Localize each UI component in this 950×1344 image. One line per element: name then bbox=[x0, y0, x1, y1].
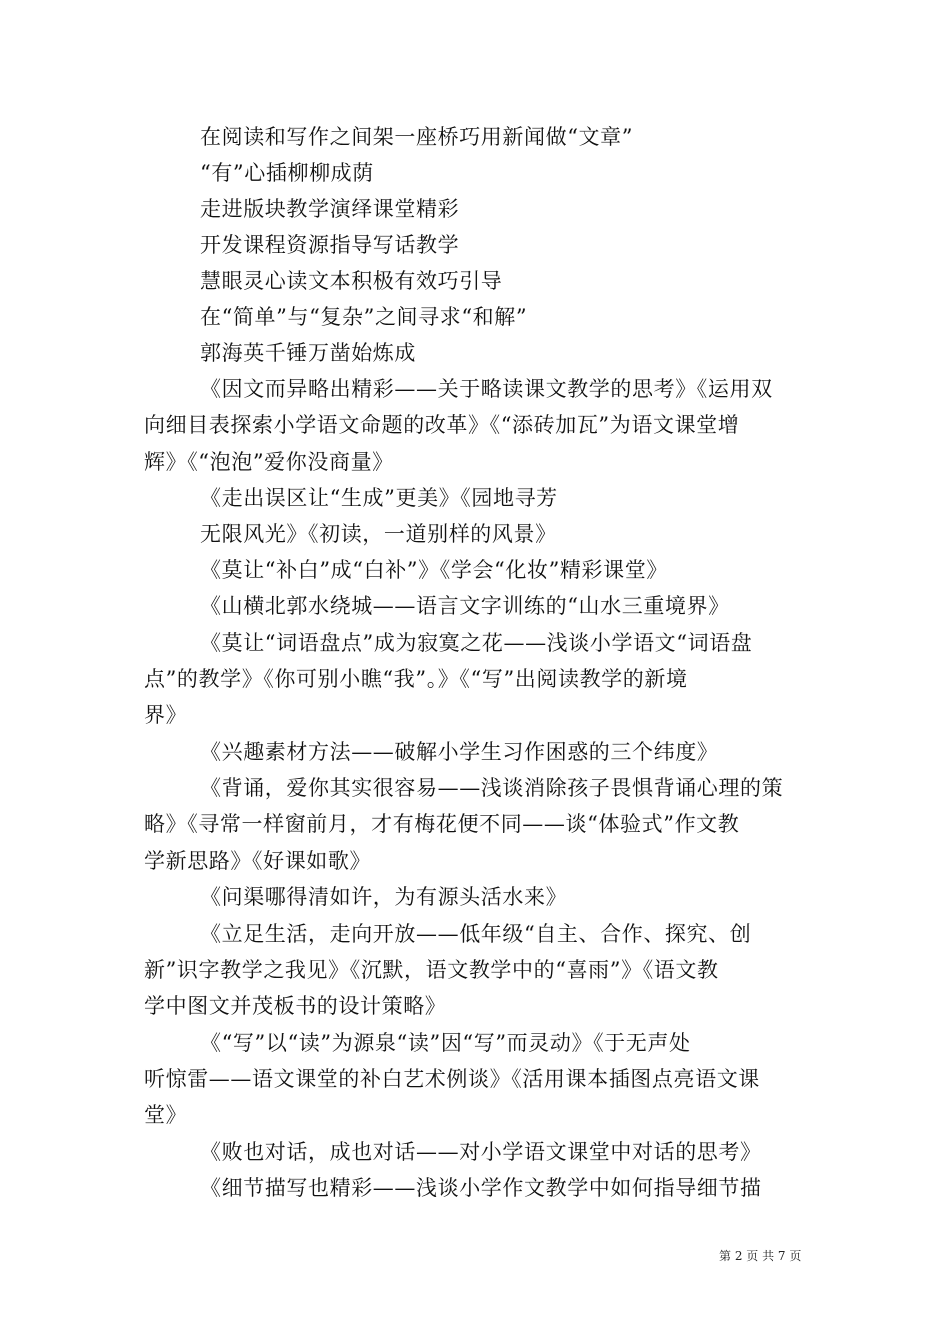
text-line: 《立足生活，走向开放——低年级“自主、合作、探究、创 bbox=[200, 922, 752, 946]
text-line: 《莫让“词语盘点”成为寂寞之花——浅谈小学语文“词语盘 bbox=[200, 631, 753, 655]
text-line: 学新思路》《好课如歌》 bbox=[144, 849, 372, 873]
text-line: 无限风光》《初读，一道别样的风景》 bbox=[200, 522, 557, 546]
text-line: 在阅读和写作之间架一座桥巧用新闻做“文章” bbox=[200, 125, 634, 149]
text-line: 开发课程资源指导写话教学 bbox=[200, 233, 460, 257]
text-line: 堂》 bbox=[144, 1103, 188, 1127]
text-line: 界》 bbox=[144, 703, 188, 727]
text-line: 《背诵，爱你其实很容易——浅谈消除孩子畏惧背诵心理的策 bbox=[200, 776, 784, 800]
text-line: 《走出误区让“生成”更美》《园地寻芳 bbox=[200, 486, 558, 510]
text-line: 听惊雷——语文课堂的补白艺术例谈》《活用课本插图点亮语文课 bbox=[144, 1067, 760, 1091]
text-line: 《兴趣素材方法——破解小学生习作困惑的三个纬度》 bbox=[200, 740, 719, 764]
text-line: 《细节描写也精彩——浅谈小学作文教学中如何指导细节描 bbox=[200, 1176, 762, 1200]
text-line: 《败也对话，成也对话——对小学语文课堂中对话的思考》 bbox=[200, 1140, 762, 1164]
text-line: 慧眼灵心读文本积极有效巧引导 bbox=[200, 269, 503, 293]
text-line: 点”的教学》《你可别小瞧“我”。》《“写”出阅读教学的新境 bbox=[144, 667, 688, 691]
text-line: 学中图文并茂板书的设计策略》 bbox=[144, 994, 447, 1018]
text-line: 《莫让“补白”成“白补”》《学会“化妆”精彩课堂》 bbox=[200, 558, 668, 582]
text-line: 《“写”以“读”为源泉“读”因“写”而灵动》《于无声处 bbox=[200, 1031, 691, 1055]
text-line: 《问渠哪得清如许，为有源头活水来》 bbox=[200, 885, 568, 909]
text-line: 郭海英千锤万凿始炼成 bbox=[200, 341, 416, 365]
text-line: 走进版块教学演绎课堂精彩 bbox=[200, 197, 460, 221]
text-line: 新”识字教学之我见》《沉默，语文教学中的“喜雨”》《语文教 bbox=[144, 958, 719, 982]
text-line: 向细目表探索小学语文命题的改革》《“添砖加瓦”为语文课堂增 bbox=[144, 413, 740, 437]
text-line: 在“简单”与“复杂”之间寻求“和解” bbox=[200, 305, 528, 329]
text-line: “有”心插柳柳成荫 bbox=[200, 161, 374, 185]
text-line: 辉》《“泡泡”爱你没商量》 bbox=[144, 450, 394, 474]
text-line: 《山横北郭水绕城——语言文字训练的“山水三重境界》 bbox=[200, 594, 730, 618]
text-line: 略》《寻常一样窗前月，才有梅花便不同——谈“体验式”作文教 bbox=[144, 812, 740, 836]
text-line: 《因文而异略出精彩——关于略读课文教学的思考》《运用双 bbox=[200, 377, 773, 401]
page-number: 第 2 页 共 7 页 bbox=[719, 1249, 802, 1263]
